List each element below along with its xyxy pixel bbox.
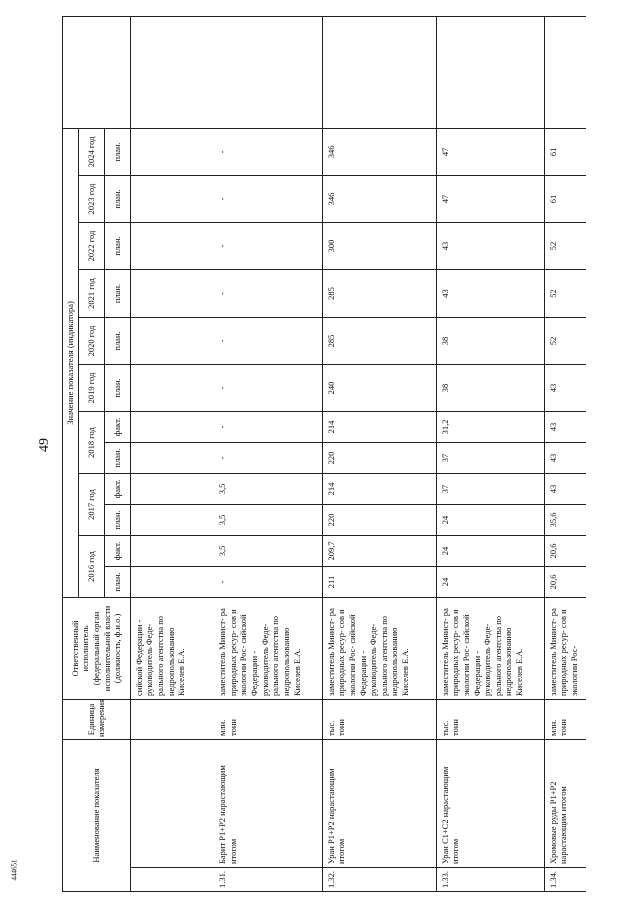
- value-cell: 47: [436, 128, 544, 175]
- value-cell: 300: [322, 222, 436, 269]
- responsible-cell: заместитель Минист- ра природных ресур- сов и экологии Рос-: [544, 597, 586, 699]
- header-plan-2021: план.: [104, 269, 130, 317]
- indicator-name: Хромовые руды P1+P2 нарастающим итогом: [544, 739, 586, 867]
- table-row: [214, 16, 322, 891]
- unit-cell: тыс. тонн: [322, 699, 436, 739]
- value-cell: -: [214, 411, 322, 442]
- header-plan-2022: план.: [104, 222, 130, 269]
- value-cell: 38: [436, 364, 544, 411]
- row-number: 1.33.: [436, 868, 544, 892]
- page-number: 49: [37, 438, 52, 452]
- value-cell: 43: [436, 269, 544, 317]
- value-cell: 214: [322, 473, 436, 504]
- header-unit: Единица измерения: [63, 699, 131, 739]
- header-plan-2024: план.: [104, 128, 130, 175]
- value-cell: 52: [544, 269, 586, 317]
- indicators-table: [62, 16, 586, 892]
- value-cell: 24: [436, 566, 544, 597]
- value-cell: 3,5: [214, 535, 322, 566]
- header-year-2024: 2024 год: [78, 128, 104, 175]
- value-cell: 346: [322, 128, 436, 175]
- header-plan-2020: план.: [104, 317, 130, 364]
- header-value-group: Значение показателя (индикатора): [63, 128, 79, 597]
- header-year-2020: 2020 год: [78, 317, 104, 364]
- rotated-table-container: [62, 20, 608, 892]
- value-cell: -: [214, 566, 322, 597]
- value-cell: 61: [544, 175, 586, 222]
- header-year-2023: 2023 год: [78, 175, 104, 222]
- value-cell: 43: [436, 222, 544, 269]
- header-fact-2016: факт.: [104, 535, 130, 566]
- indicator-name: Уран P1+P2 нарастающим итогом: [322, 739, 436, 867]
- value-cell: 346: [322, 175, 436, 222]
- header-year-2018: 2018 год: [78, 411, 104, 473]
- document-code: 444651: [10, 859, 19, 881]
- responsible-cell: заместитель Минист- ра природных ресур- сов и экологии Рос- сийской Федерации - руководитель Феде- рального агентства по недропользованию Киселев Е.А.: [214, 597, 322, 699]
- header-fact-2018: факт.: [104, 411, 130, 442]
- value-cell: 24: [436, 535, 544, 566]
- header-year-2017: 2017 год: [78, 473, 104, 535]
- value-cell: 43: [544, 364, 586, 411]
- value-cell: 47: [436, 175, 544, 222]
- unit-cell: млн. тонн: [214, 699, 322, 739]
- value-cell: 211: [322, 566, 436, 597]
- header-plan-2016: план.: [104, 566, 130, 597]
- header-plan-2019: план.: [104, 364, 130, 411]
- value-cell: 20,6: [544, 566, 586, 597]
- value-cell: -: [214, 222, 322, 269]
- value-cell: -: [214, 442, 322, 473]
- value-cell: -: [214, 269, 322, 317]
- header-year-2021: 2021 год: [78, 269, 104, 317]
- value-cell: 38: [436, 317, 544, 364]
- indicator-name: Барит P1+P2 нарастающим итогом: [214, 739, 322, 867]
- value-cell: 240: [322, 364, 436, 411]
- value-cell: 61: [544, 128, 586, 175]
- value-cell: -: [214, 128, 322, 175]
- value-cell: 214: [322, 411, 436, 442]
- value-cell: 3,5: [214, 473, 322, 504]
- value-cell: 285: [322, 317, 436, 364]
- header-plan-2017: план.: [104, 504, 130, 535]
- value-cell: 209,7: [322, 535, 436, 566]
- value-cell: 37: [436, 473, 544, 504]
- indicator-name: Уран C1+C2 нарастающим итогом: [436, 739, 544, 867]
- value-cell: 3,5: [214, 504, 322, 535]
- header-responsible: Ответственный исполнитель (федеральный орган исполнительной власти (должность, ф.и.о.): [63, 597, 131, 699]
- value-cell: 285: [322, 269, 436, 317]
- value-cell: 37: [436, 442, 544, 473]
- value-cell: -: [214, 175, 322, 222]
- table-row: [322, 16, 436, 891]
- value-cell: -: [214, 317, 322, 364]
- responsible-cell: заместитель Минист- ра природных ресур- сов и экологии Рос- сийской Федерации - руководитель Феде- рального агентства по недропользованию Киселев Е.А.: [436, 597, 544, 699]
- continuation-row: [130, 16, 214, 891]
- value-cell: 35,6: [544, 504, 586, 535]
- value-cell: 220: [322, 504, 436, 535]
- value-cell: 31,2: [436, 411, 544, 442]
- value-cell: 43: [544, 411, 586, 442]
- header-name: Наименование показателя: [63, 739, 131, 891]
- value-cell: 52: [544, 317, 586, 364]
- table-row: [544, 16, 586, 891]
- header-year-2019: 2019 год: [78, 364, 104, 411]
- responsible-cell: сийской Федерации - руководитель Феде- рального агентства по недропользованию Киселев Е.А.: [130, 597, 214, 699]
- header-plan-2018: план.: [104, 442, 130, 473]
- value-cell: 24: [436, 504, 544, 535]
- row-number: 1.31.: [214, 868, 322, 892]
- header-fact-2017: факт.: [104, 473, 130, 504]
- value-cell: 43: [544, 442, 586, 473]
- unit-cell: млн. тонн: [544, 699, 586, 739]
- header-plan-2023: план.: [104, 175, 130, 222]
- value-cell: 43: [544, 473, 586, 504]
- value-cell: 52: [544, 222, 586, 269]
- value-cell: 20,6: [544, 535, 586, 566]
- header-year-2022: 2022 год: [78, 222, 104, 269]
- unit-cell: тыс. тонн: [436, 699, 544, 739]
- header-year-2016: 2016 год: [78, 535, 104, 597]
- value-cell: 220: [322, 442, 436, 473]
- header-blank: [63, 16, 131, 128]
- responsible-cell: заместитель Минист- ра природных ресур- сов и экологии Рос- сийской Федерации - руководитель Феде- рального агентства по недропользованию Киселев Е.А.: [322, 597, 436, 699]
- table-row: [436, 16, 544, 891]
- row-number: 1.32.: [322, 868, 436, 892]
- value-cell: -: [214, 364, 322, 411]
- row-number: 1.34.: [544, 868, 586, 892]
